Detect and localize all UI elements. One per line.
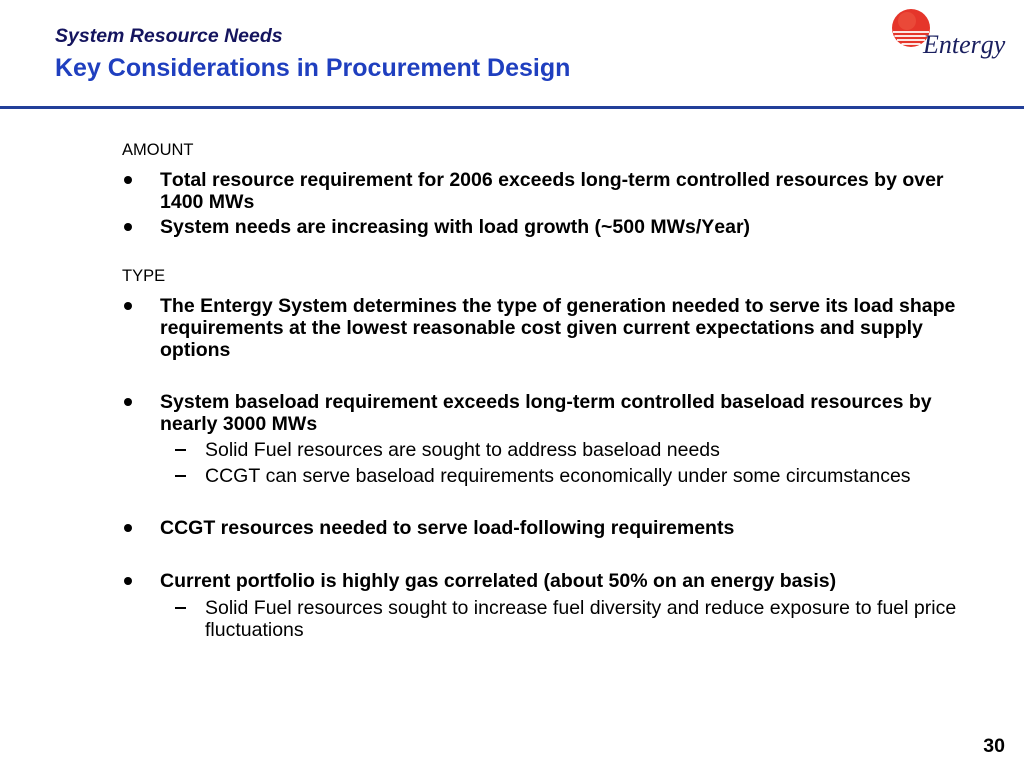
bullet-item xyxy=(160,391,968,435)
section-heading-type: TYPE xyxy=(122,267,166,285)
bullet-icon xyxy=(124,398,132,406)
section-heading-amount: AMOUNT xyxy=(122,141,194,159)
bullet-text: The Entergy System determines the type of generation needed to serve its load shape requirements at the lowest reasonable cost given current expectations and supply options xyxy=(160,295,956,361)
logo-wordmark: Entergy xyxy=(923,30,1006,59)
bullet-item xyxy=(160,169,968,213)
sub-bullet-text: Solid Fuel resources sought to increase fuel diversity and reduce exposure to fuel price fluctuations xyxy=(205,597,957,641)
bullet-text: Total resource requirement for 2006 exceeds long-term controlled resources by over 1400 MWs xyxy=(160,169,944,213)
bullet-item xyxy=(160,517,968,539)
dash-icon xyxy=(175,475,186,477)
title-divider xyxy=(0,106,1024,109)
section-title: System Resource Needs xyxy=(55,25,283,47)
page-number: 30 xyxy=(983,735,1005,757)
bullet-text: Current portfolio is highly gas correlated (about 50% on an energy basis) xyxy=(160,570,837,592)
slide-title: Key Considerations in Procurement Design xyxy=(55,54,571,82)
sub-bullet-item xyxy=(205,597,995,641)
sub-bullet-item xyxy=(205,439,995,461)
bullet-item xyxy=(160,216,968,238)
bullet-text: CCGT resources needed to serve load-following requirements xyxy=(160,517,735,539)
dash-icon xyxy=(175,449,186,451)
bullet-icon xyxy=(124,577,132,585)
bullet-item xyxy=(160,295,968,361)
bullet-text: System needs are increasing with load growth (~500 MWs/Year) xyxy=(160,216,751,238)
bullet-icon xyxy=(124,302,132,310)
sub-bullet-text: Solid Fuel resources are sought to address baseload needs xyxy=(205,439,720,461)
bullet-icon xyxy=(124,176,132,184)
bullet-text: System baseload requirement exceeds long-term controlled baseload resources by nearly 3000 MWs xyxy=(160,391,932,435)
bullet-item xyxy=(160,570,968,592)
sub-bullet-item xyxy=(205,465,995,487)
bullet-icon xyxy=(124,524,132,532)
sub-bullet-text: CCGT can serve baseload requirements economically under some circumstances xyxy=(205,465,911,487)
bullet-icon xyxy=(124,223,132,231)
dash-icon xyxy=(175,607,186,609)
entergy-logo xyxy=(880,5,1020,65)
